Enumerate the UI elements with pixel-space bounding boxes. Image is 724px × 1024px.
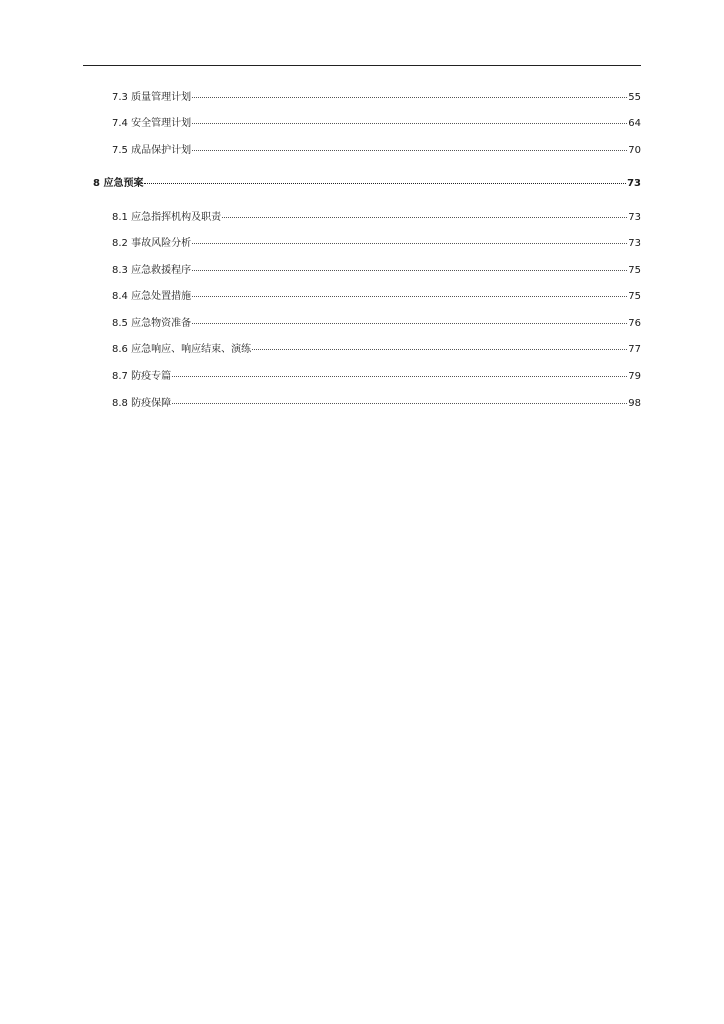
toc-entry-8-7[interactable]: [112, 370, 641, 384]
toc-leader-dots: [144, 183, 626, 184]
toc-entry-title: 8.3 应急救援程序: [112, 265, 192, 276]
toc-entry-title: 7.3 质量管理计划: [112, 92, 192, 103]
toc-leader-dots: [192, 323, 627, 324]
toc-entry-8-5[interactable]: [112, 317, 641, 331]
toc-entry-page: 70: [628, 145, 641, 156]
toc-leader-dots: [192, 150, 627, 151]
header-rule: [83, 65, 641, 66]
toc-entry-7-4[interactable]: [112, 117, 641, 131]
toc-entry-page: 98: [628, 398, 641, 409]
toc-entry-title: 7.4 安全管理计划: [112, 118, 192, 129]
toc-entry-title: 8.2 事故风险分析: [112, 238, 192, 249]
toc-entry-page: 55: [628, 92, 641, 103]
toc-entry-8-1[interactable]: [112, 211, 641, 225]
toc-leader-dots: [192, 270, 627, 271]
toc-entry-page: 76: [628, 318, 641, 329]
toc-leader-dots: [172, 403, 627, 404]
toc-entry-8-2[interactable]: [112, 237, 641, 251]
toc-entry-title: 8.5 应急物资准备: [112, 318, 192, 329]
toc-entry-title: 8 应急预案: [93, 178, 144, 189]
toc-entry-title: 8.1 应急指挥机构及职责: [112, 212, 222, 223]
toc-leader-dots: [192, 296, 627, 297]
toc-entry-page: 75: [628, 291, 641, 302]
toc-entry-title: 8.6 应急响应、响应结束、演练: [112, 344, 252, 355]
toc-entry-title: 8.7 防疫专篇: [112, 371, 172, 382]
toc-entry-8-8[interactable]: [112, 397, 641, 411]
toc-entry-page: 73: [628, 238, 641, 249]
toc-entry-page: 75: [628, 265, 641, 276]
toc-leader-dots: [252, 349, 627, 350]
toc-entry-8-6[interactable]: [112, 343, 641, 357]
toc-leader-dots: [192, 123, 627, 124]
toc-entry-7-3[interactable]: [112, 91, 641, 105]
toc-entry-title: 8.8 防疫保障: [112, 398, 172, 409]
toc-entry-title: 8.4 应急处置措施: [112, 291, 192, 302]
toc-leader-dots: [222, 217, 627, 218]
toc-entry-page: 73: [628, 212, 641, 223]
toc-entry-page: 73: [627, 178, 641, 189]
toc-entry-8-3[interactable]: [112, 264, 641, 278]
toc-entry-8-4[interactable]: [112, 290, 641, 304]
toc-leader-dots: [172, 376, 627, 377]
toc-entry-title: 7.5 成品保护计划: [112, 145, 192, 156]
toc-entry-page: 77: [628, 344, 641, 355]
toc-entry-7-5[interactable]: [112, 144, 641, 158]
toc-leader-dots: [192, 97, 627, 98]
toc-entry-8[interactable]: [93, 177, 641, 191]
toc-leader-dots: [192, 243, 627, 244]
toc-entry-page: 64: [628, 118, 641, 129]
toc-entry-page: 79: [628, 371, 641, 382]
